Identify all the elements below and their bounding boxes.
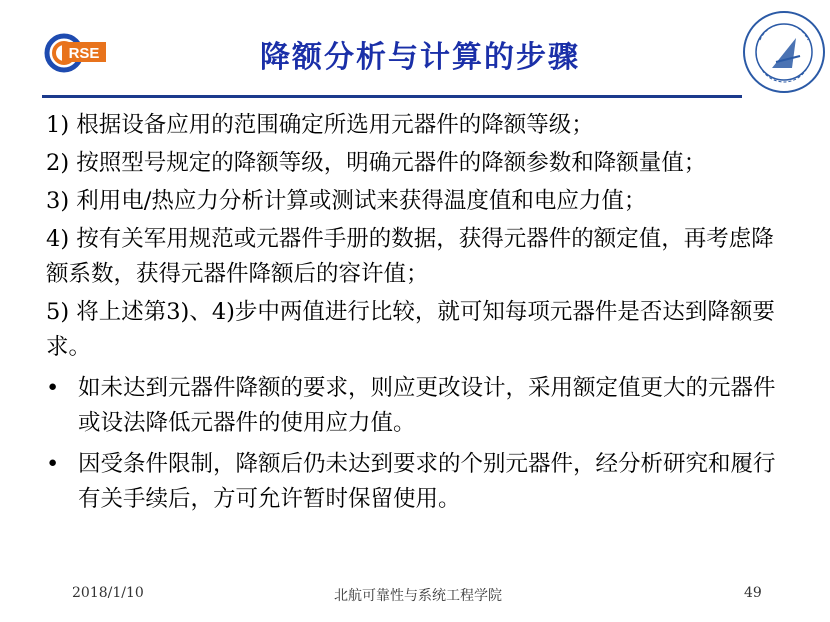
footer-date: 2018/1/10: [72, 585, 144, 601]
step-4: 4) 按有关军用规范或元器件手册的数据，获得元器件的额定值，再考虑降额系数，获得元器件降额后的容许值；: [46, 226, 774, 287]
rse-logo-icon: [44, 33, 108, 73]
step-2: 2) 按照型号规定的降额等级，明确元器件的降额参数和降额量值；: [46, 150, 707, 176]
slide-footer: [0, 585, 830, 609]
header-divider: [42, 95, 742, 98]
bullet-icon: •: [46, 375, 60, 401]
bullet-text: 如未达到元器件降额的要求，则应更改设计，采用额定值更大的元器件或设法降低元器件的使用应力值。: [78, 375, 776, 436]
bullet-item: [46, 371, 796, 441]
university-seal-icon: [742, 10, 826, 94]
bullet-icon: •: [46, 451, 60, 477]
bullet-text: 因受条件限制，降额后仍未达到要求的个别元器件，经分析研究和履行有关手续后，方可允许暂时保留使用。: [78, 451, 776, 512]
bullet-item: [46, 447, 796, 517]
page-number: 49: [744, 585, 762, 601]
slide-header: [0, 0, 830, 104]
slide-body: [46, 108, 796, 517]
footer-institution: 北航可靠性与系统工程学院: [334, 588, 502, 604]
step-3: 3) 利用电/热应力分析计算或测试来获得温度值和电应力值；: [46, 188, 647, 214]
logo-text: RSE: [68, 45, 100, 62]
step-5: 5) 将上述第3)、4)步中两值进行比较，就可知每项元器件是否达到降额要求。: [46, 299, 775, 360]
slide-title: 降额分析与计算的步骤: [260, 40, 580, 75]
step-1: 1) 根据设备应用的范围确定所选用元器件的降额等级；: [46, 112, 594, 138]
